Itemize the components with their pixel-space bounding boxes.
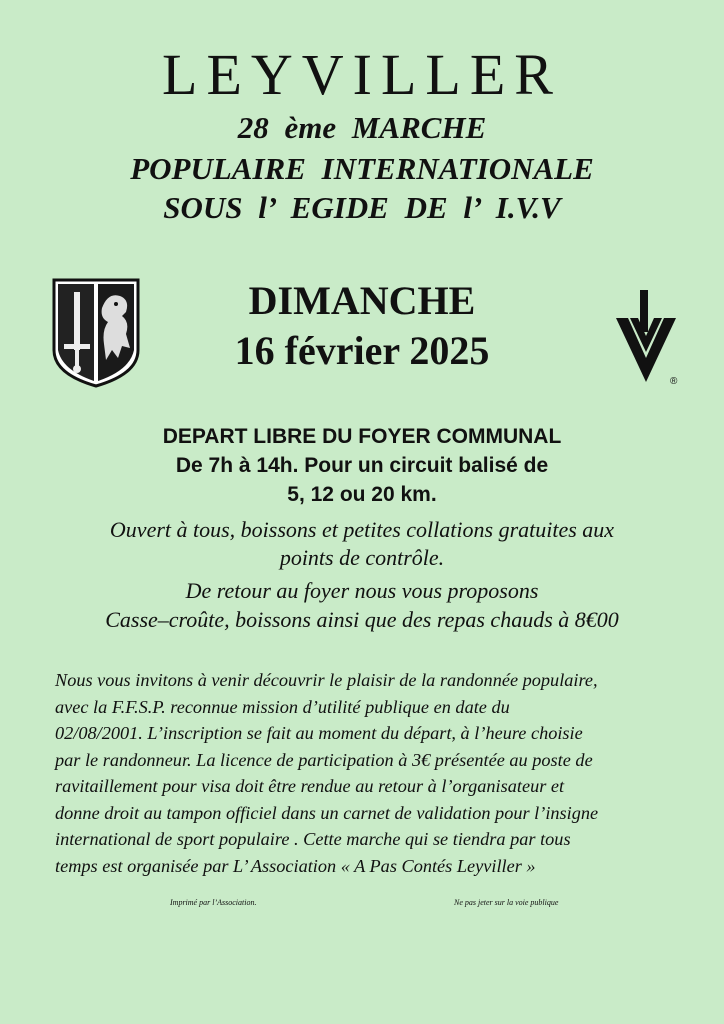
paragraph-line: avec la F.F.S.P. reconnue mission d’utilité publique en date du (55, 696, 510, 717)
sponsor-line: SOUS l’ EGIDE DE l’ I.V.V (163, 190, 561, 225)
distances-info: 5, 12 ou 20 km. (287, 483, 437, 506)
edition-line: 28 ème MARCHE (237, 110, 487, 145)
litter-note: Ne pas jeter sur la voie publique (454, 898, 559, 907)
paragraph-line: temps est organisée par L’ Association « A Pas Contés Leyviller » (55, 855, 536, 876)
registered-mark: ® (670, 376, 678, 387)
departure-info: DEPART LIBRE DU FOYER COMMUNAL (162, 425, 562, 448)
event-day: DIMANCHE (248, 278, 476, 323)
open-info-line1: Ouvert à tous, boissons et petites collations gratuites aux (109, 517, 615, 542)
hours-info: De 7h à 14h. Pour un circuit balisé de (175, 454, 549, 477)
ivv-logo-icon (612, 288, 682, 388)
return-info-line1: De retour au foyer nous vous proposons (185, 578, 539, 603)
paragraph-line: international de sport populaire . Cette marche qui se tiendra par tous (55, 829, 571, 849)
event-type-line: POPULAIRE INTERNATIONALE (130, 151, 594, 186)
open-info-line2: points de contrôle. (279, 545, 445, 570)
invitation-paragraph (55, 667, 695, 879)
paragraph-line: ravitaillement pour visa doit être rendue au retour à l’organisateur et (55, 776, 565, 796)
paragraph-line: donne droit au tampon officiel dans un carnet de validation pour l’insigne (55, 802, 599, 823)
town-title: LEYVILLER (162, 42, 562, 107)
return-info-line2: Casse–croûte, boissons ainsi que des repas chauds à 8€00 (105, 607, 619, 632)
event-date: 16 février 2025 (234, 328, 490, 373)
paragraph-line: Nous vous invitons à venir découvrir le plaisir de la randonnée populaire, (55, 670, 598, 690)
paragraph-line: 02/08/2001. L’inscription se fait au moment du départ, à l’heure choisie (55, 723, 583, 743)
printed-by-note: Imprimé par l’Association. (170, 898, 257, 907)
paragraph-line: par le randonneur. La licence de participation à 3€ présentée au poste de (55, 749, 593, 770)
